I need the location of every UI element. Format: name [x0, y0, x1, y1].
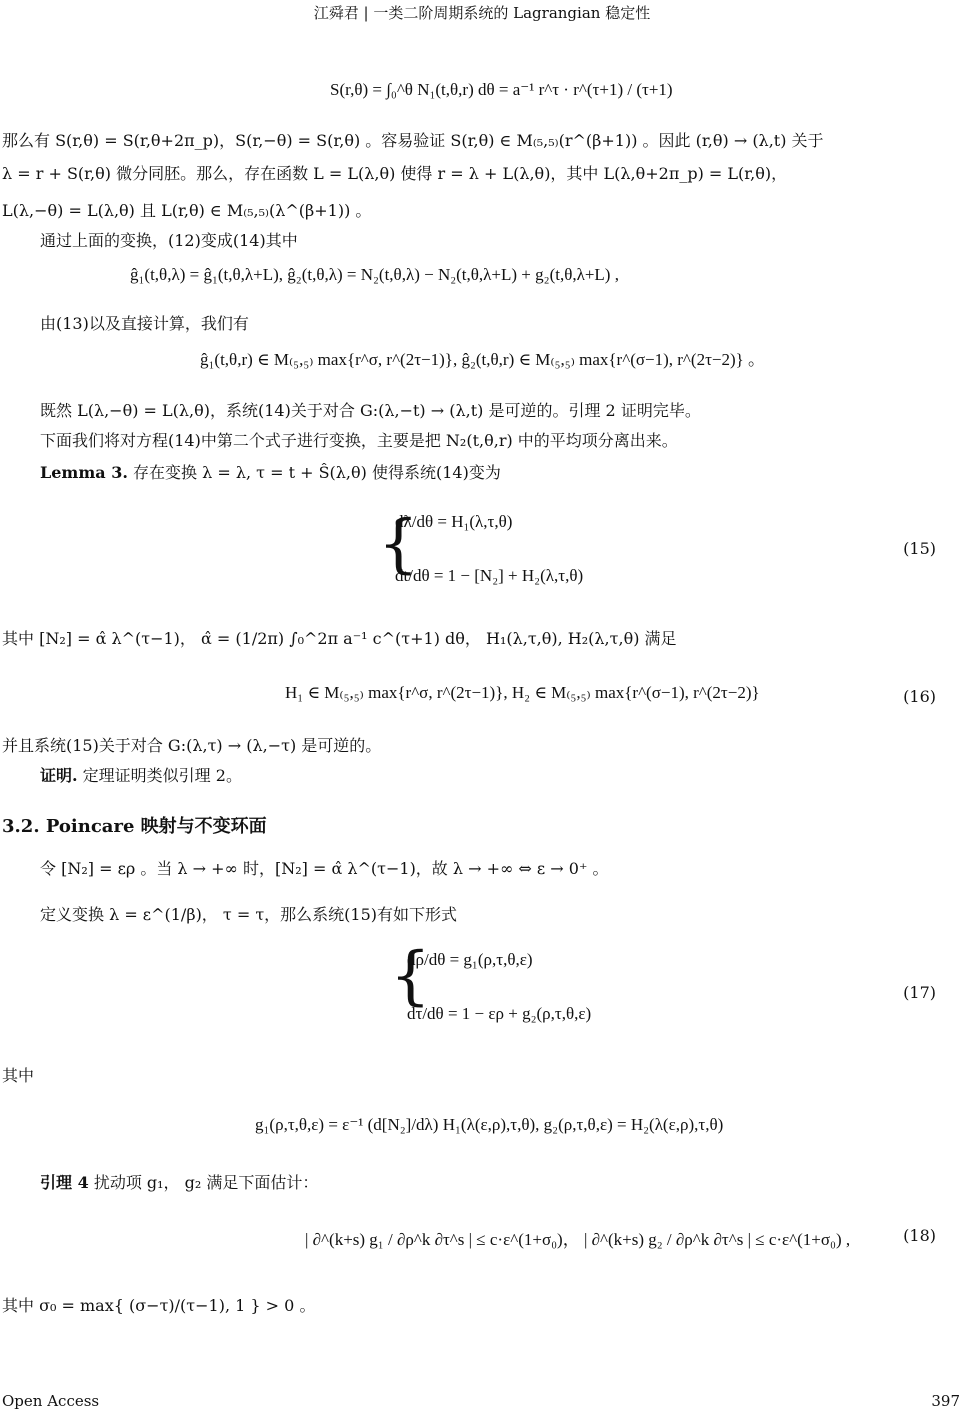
lemma-4-text: 扰动项 g₁， g₂ 满足下面估计：	[93, 1173, 319, 1192]
equation-17-line-2: dτ/dθ = 1 − ερ + g₂(ρ,τ,θ,ε)	[407, 1004, 592, 1023]
equation-18: | ∂^(k+s) g₁ / ∂ρ^k ∂τ^s | ≤ c·ε^(1+σ₀)， | ∂^(k+s) g₂ / ∂ρ^k ∂τ^s | ≤ c·ε^(1+σ₀) ,	[305, 1230, 851, 1249]
paragraph-1-line-2: λ = r + S(r,θ) 微分同胚。那么，存在函数 L = L(λ,θ) 使得 r = λ + L(λ,θ)，其中 L(λ,θ+2π_p) = L(r,θ)，	[2, 164, 788, 183]
footer-open-access: Open Access	[2, 1392, 100, 1410]
equation-number-17: (17)	[903, 983, 936, 1002]
equation-15-line-1: dλ/dθ = H₁(λ,τ,θ)	[395, 512, 513, 531]
footer-page-number: 397	[931, 1392, 960, 1410]
paragraph-3: 由(13)以及直接计算，我们有	[40, 314, 249, 333]
equation-g-hat: ĝ₁(t,θ,λ) = ĝ₁(t,θ,λ+L), ĝ₂(t,θ,λ) = N₂(t,θ,λ) − N₂(t,θ,λ+L) + g₂(t,θ,λ+L) ,	[130, 265, 619, 284]
brace-17: {	[390, 939, 431, 1013]
paragraph-5: 下面我们将对方程(14)中第二个式子进行变换，主要是把 N₂(t,θ,r) 中的平均项分离出来。	[40, 431, 678, 450]
paragraph-8: 令 [N₂] = ερ 。当 λ → +∞ 时，[N₂] = α̂ λ^(τ−1)，故 λ → +∞ ⇔ ε → 0⁺ 。	[40, 859, 609, 878]
equation-estimates: ĝ₁(t,θ,r) ∈ M₍₅,₅₎ max{r^σ, r^(2τ−1)}, ĝ₂(t,θ,r) ∈ M₍₅,₅₎ max{r^(σ−1), r^(2τ−2)} 。	[200, 350, 766, 369]
equation-number-15: (15)	[903, 539, 936, 558]
paragraph-1-line-1: 那么有 S(r,θ) = S(r,θ+2π_p)，S(r,−θ) = S(r,θ) 。容易验证 S(r,θ) ∈ M₍₅,₅₎(r^(β+1)) 。因此 (r,θ) → (λ,t) 关于	[2, 131, 824, 150]
paragraph-7: 并且系统(15)关于对合 G:(λ,τ) → (λ,−τ) 是可逆的。	[2, 736, 382, 755]
paragraph-6: 其中 [N₂] = α̂ λ^(τ−1)， α̂ = (1/2π) ∫₀^2π a⁻¹ c^(τ+1) dθ， H₁(λ,τ,θ), H₂(λ,τ,θ) 满足	[2, 629, 677, 648]
running-header: 江舜君 | 一类二阶周期系统的 Lagrangian 稳定性	[313, 4, 651, 22]
brace-15: {	[378, 507, 419, 581]
equation-16: H₁ ∈ M₍₅,₅₎ max{r^σ, r^(2τ−1)}, H₂ ∈ M₍₅,₅₎ max{r^(σ−1), r^(2τ−2)}	[285, 683, 760, 702]
equation-S: S(r,θ) = ∫₀^θ N₁(t,θ,r) dθ = a⁻¹ r^τ · r^(τ+1) / (τ+1)	[330, 80, 673, 99]
equation-17-line-1: dρ/dθ = g₁(ρ,τ,θ,ε)	[407, 950, 533, 969]
section-heading: 3.2. Poincare 映射与不变环面	[2, 816, 267, 837]
paragraph-1-line-3: L(λ,−θ) = L(λ,θ) 且 L(r,θ) ∈ M₍₅,₅₎(λ^(β+1)) 。	[2, 201, 372, 220]
paragraph-10: 其中	[2, 1066, 35, 1085]
proof	[40, 765, 242, 787]
paragraph-2: 通过上面的变换，(12)变成(14)其中	[40, 231, 298, 250]
lemma-4-label: 引理 4	[40, 1173, 89, 1192]
lemma-4	[40, 1172, 318, 1194]
paragraph-4: 既然 L(λ,−θ) = L(λ,θ)，系统(14)关于对合 G:(λ,−t) → (λ,t) 是可逆的。引理 2 证明完毕。	[40, 401, 701, 420]
equation-number-16: (16)	[903, 687, 936, 706]
lemma-3-label: Lemma 3.	[40, 463, 128, 482]
lemma-3	[40, 462, 501, 484]
proof-label: 证明.	[40, 766, 78, 785]
equation-number-18: (18)	[903, 1226, 936, 1245]
lemma-3-text: 存在变换 λ = λ, τ = t + Ŝ(λ,θ) 使得系统(14)变为	[133, 463, 501, 482]
equation-g1-g2: g₁(ρ,τ,θ,ε) = ε⁻¹ (d[N₂]/dλ) H₁(λ(ε,ρ),τ,θ), g₂(ρ,τ,θ,ε) = H₂(λ(ε,ρ),τ,θ)	[255, 1115, 724, 1134]
paragraph-11: 其中 σ₀ = max{ (σ−τ)/(τ−1), 1 } > 0 。	[2, 1296, 316, 1315]
paragraph-9: 定义变换 λ = ε^(1/β)， τ = τ，那么系统(15)有如下形式	[40, 905, 458, 924]
proof-text: 定理证明类似引理 2。	[82, 766, 242, 785]
equation-15-line-2: dt/dθ = 1 − [N₂] + H₂(λ,τ,θ)	[395, 566, 584, 585]
